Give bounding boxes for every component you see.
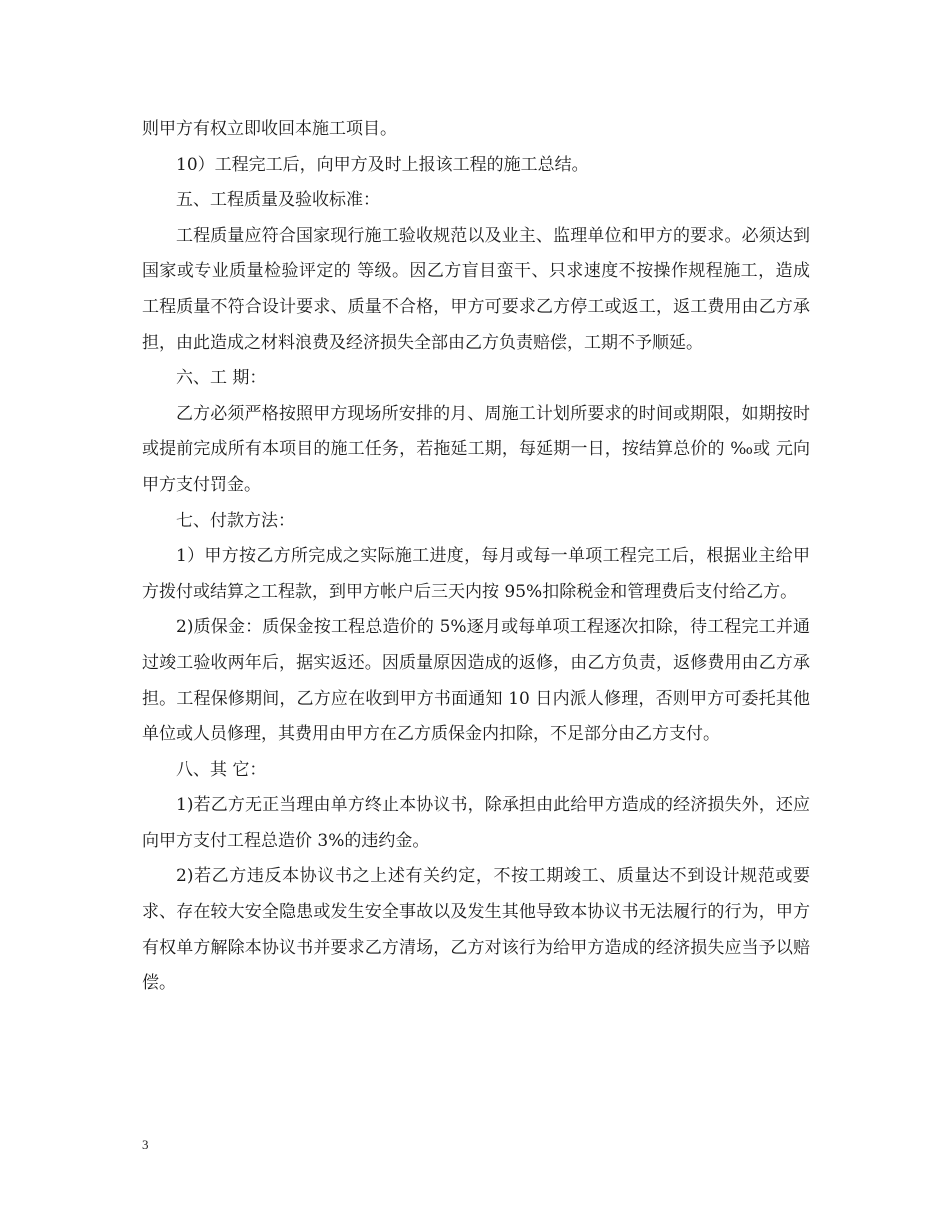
paragraph-other-2: 2)若乙方违反本协议书之上述有关约定，不按工期竣工、质量达不到设计规范或要求、存在较大安全隐患或发生安全事故以及发生其他导致本协议书无法履行的行为，甲方有权单方解除本协议书并要求乙方清场，乙方对该行为给甲方造成的经济损失应当予以赔偿。 (142, 866, 810, 994)
document-body (142, 112, 810, 1002)
page-number: 3 (142, 1137, 149, 1152)
paragraph-quality-standard: 工程质量应符合国家现行施工验收规范以及业主、监理单位和甲方的要求。必须达到国家或专业质量检验评定的 等级。因乙方盲目蛮干、只求速度不按操作规程施工，造成工程质量不符合设计要求、质量不合格，甲方可要求乙方停工或返工，返工费用由乙方承担，由此造成之材料浪费及经济损失全部由乙方负责赔偿，工期不予顺延。 (142, 225, 810, 353)
section-heading-payment: 七、付款方法： (176, 510, 295, 531)
paragraph-other-1: 1)若乙方无正当理由单方终止本协议书，除承担由此给甲方造成的经济损失外，还应向甲方支付工程总造价 3%的违约金。 (142, 795, 810, 851)
section-heading-other: 八、其 它： (176, 759, 267, 780)
paragraph-payment-2: 2)质保金：质保金按工程总造价的 5%逐月或每单项工程逐次扣除，待工程完工并通过竣工验收两年后，据实返还。因质量原因造成的返修，由乙方负责，返修费用由乙方承担。工程保修期间，乙方应在收到甲方书面通知 10 日内派人修理，否则甲方可委托其他单位或人员修理，其费用由甲方在乙方质保金内扣除，不足部分由乙方支付。 (142, 617, 810, 745)
paragraph-schedule: 乙方必须严格按照甲方现场所安排的月、周施工计划所要求的时间或期限，如期按时或提前完成所有本项目的施工任务，若拖延工期，每延期一日，按结算总价的 ‰或 元向甲方支付罚金。 (142, 403, 810, 495)
paragraph-continuation: 则甲方有权立即收回本施工项目。 (142, 119, 397, 139)
paragraph-item-10: 10）工程完工后，向甲方及时上报该工程的施工总结。 (176, 154, 589, 175)
section-heading-schedule: 六、工 期： (176, 368, 267, 389)
section-heading-quality: 五、工程质量及验收标准： (176, 190, 380, 211)
paragraph-payment-1: 1）甲方按乙方所完成之实际施工进度，每月或每一单项工程完工后，根据业主给甲方拨付或结算之工程款，到甲方帐户后三天内按 95%扣除税金和管理费后支付给乙方。 (142, 546, 810, 602)
